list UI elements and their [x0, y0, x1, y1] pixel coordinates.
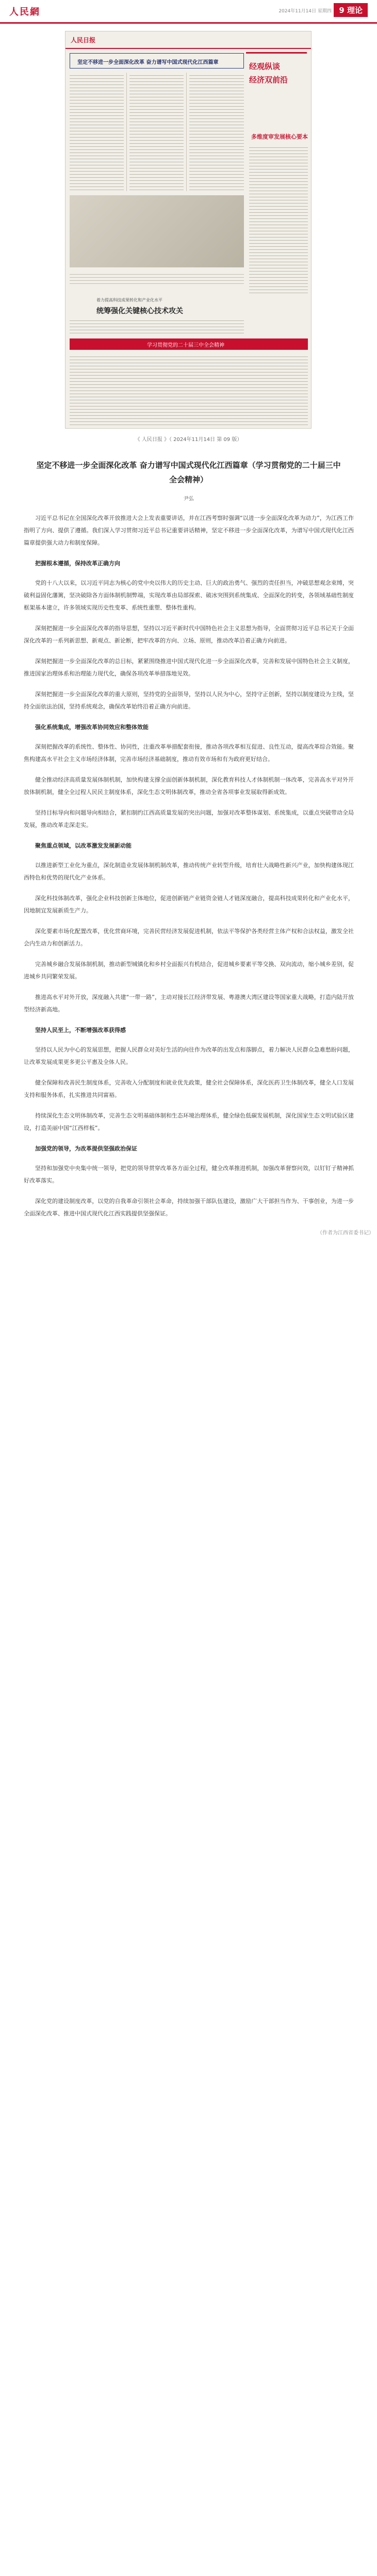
article-paragraph: 健全推动经济高质量发展体制机制，加快构建支撑全面创新体制机制，深化教育科技人才体制机制一体改革，完善高水平对外开放体制机制，健全全过程人民民主制度体系，深化生态文明体制改革，推动全省各项事业发展取得新成效。 — [24, 776, 354, 795]
section-heading: 坚持人民至上，不断增强改革获得感 — [35, 1027, 126, 1033]
article-author: 尹弘 — [183, 496, 194, 502]
article-paragraph: 深刻把握进一步全面深化改革的指导思想，坚持以习近平新时代中国特色社会主义思想为指导，全面贯彻习近平总书记关于全面深化改革的一系列新思想、新观点、新论断，把牢改革的方向、立场、原则，推动改革沿着正确方向前进。 — [24, 625, 354, 644]
article-paragraph: 党的十八大以来，以习近平同志为核心的党中央以伟大的历史主动、巨大的政治勇气、强烈的责任担当，冲破思想观念束缚，突破利益固化藩篱，坚决破除各方面体制机制弊端，实现改革由局部探索、破冰突围到系统集成、全面深化的转变，各领域基础性制度框架基本建立，许多领域实现历史性变革、系统性重塑、整体性重构。 — [24, 580, 354, 611]
article-paragraph: 深化党的建设制度改革，以党的自我革命引领社会革命，持续加强干部队伍建设，激励广大干部担当作为、干事创业，为进一步全面深化改革、推进中国式现代化江西实践提供坚强保证。 — [24, 1198, 354, 1217]
section-heading: 把握根本遵循，保持改革正确方向 — [35, 560, 120, 567]
page-tag[interactable]: 9 理论 — [334, 3, 368, 17]
newspaper-text-column — [129, 73, 184, 191]
newspaper-banner-text: 学习贯彻党的二十届三中全会精神 — [147, 343, 224, 348]
lower-article-kicker: 着力提高科技成果转化和产业化水平 — [96, 298, 162, 302]
article-paragraph: 习近平总书记在全国深化改革开放推进大会上发表重要讲话，并在江西考察时强调“以进一步全面深化改革为动力”，为江西工作指明了方向、提供了遵循。我们深入学习贯彻习近平总书记重要讲话精神，坚定不移进一步全面深化改革，为谱写中国式现代化江西篇章提供强大动力和制度保障。 — [24, 515, 354, 546]
dateline: 2024年11月14日 星期四 — [278, 9, 332, 14]
article-paragraph: 持续深化生态文明体制改革，完善生态文明基础体制和生态环境治理体系，健全绿色低碳发展机制，深化国家生态文明试验区建设，打造美丽中国“江西样板”。 — [24, 1112, 354, 1131]
newspaper-text-column — [189, 73, 244, 191]
newspaper-page-image[interactable] — [65, 31, 312, 429]
article-paragraph: 坚持和加强党中央集中统一领导，把党的领导贯穿改革各方面全过程，健全改革推进机制，加强改革督察问效，以钉钉子精神抓好改革落实。 — [24, 1165, 354, 1184]
newspaper-text-column — [70, 73, 124, 191]
section-heading: 强化系统集成，增强改革协同效应和整体效能 — [35, 724, 149, 731]
newspaper-title: 坚定不移进一步全面深化改革 奋力谱写中国式现代化江西篇章 — [77, 60, 219, 65]
newspaper-banner — [70, 338, 308, 350]
newspaper-photo-caption — [70, 272, 244, 286]
article-footer: （作者为江西省委书记） — [317, 1230, 374, 1236]
sidebar-subtitle: 多维度审发展核心要本 — [251, 133, 308, 140]
article-body — [24, 512, 354, 1220]
column-divider — [126, 73, 127, 191]
article-paragraph: 坚持目标导向和问题导向相结合，紧扣制约江西高质量发展的突出问题，加强对改革整体谋划、系统集成，以重点突破带动全局发展，推动改革走深走实。 — [24, 809, 354, 828]
lower-article-text — [70, 318, 244, 335]
article-paragraph: 完善城乡融合发展体制机制，推动新型城镇化和乡村全面振兴有机结合，促进城乡要素平等交换、双向流动，缩小城乡差别，促进城乡共同繁荣发展。 — [24, 961, 354, 980]
newspaper-bottom-text — [70, 354, 308, 426]
section-heading: 加强党的领导，为改革提供坚强政治保证 — [35, 1145, 137, 1152]
article-paragraph: 健全保障和改善民生制度体系，完善收入分配制度和就业优先政策，健全社会保障体系，深化医药卫生体制改革，健全人口发展支持和服务体系，扎实推进共同富裕。 — [24, 1079, 354, 1098]
top-bar — [0, 0, 377, 24]
article-paragraph: 坚持以人民为中心的发展思想，把握人民群众对美好生活的向往作为改革的出发点和落脚点，着力解决人民群众急难愁盼问题，让改革发展成果更多更公平惠及全体人民。 — [24, 1046, 354, 1065]
article-paragraph: 深化要素市场化配置改革，优化营商环境，完善民营经济发展促进机制，依法平等保护各类经营主体产权和合法权益，激发全社会内生动力和创新活力。 — [24, 928, 354, 947]
article-paragraph: 深刻把握进一步全面深化改革的总目标，紧紧围绕推进中国式现代化进一步全面深化改革，完善和发展中国特色社会主义制度，推进国家治理体系和治理能力现代化，确保各项改革举措落地见效。 — [24, 658, 354, 677]
site-logo[interactable]: 人民網 — [9, 7, 40, 18]
article-paragraph: 深刻把握进一步全面深化改革的重大原则，坚持党的全面领导，坚持以人民为中心，坚持守正创新，坚持以制度建设为主线，坚持全面依法治国，坚持系统观念，确保改革始终沿着正确方向前进。 — [24, 691, 354, 710]
newspaper-sidebar-text — [249, 145, 308, 294]
column-divider — [186, 73, 187, 191]
lower-article-title: 统筹强化关键核心技术攻关 — [96, 307, 183, 315]
article-headline: 坚定不移进一步全面深化改革 奋力谱写中国式现代化江西篇章（学习贯彻党的二十届三中全会精神） — [36, 461, 341, 484]
image-caption: 《 人民日报 》（ 2024年11月14日 第 09 版） — [135, 437, 242, 443]
sidebar-title-1: 经观纵谈 — [249, 62, 281, 71]
newspaper-title-box — [70, 53, 244, 69]
sidebar-title-2: 经济双前沿 — [249, 75, 288, 84]
article-paragraph: 深刻把握改革的系统性、整体性、协同性，注重改革举措配套衔接，推动各项改革相互促进、良性互动，提高改革综合效能。聚焦构建高水平社会主义市场经济体制，完善市场经济基础制度，推动有效市场和有为政府更好结合。 — [24, 743, 354, 762]
newspaper-masthead — [65, 31, 311, 49]
newspaper-photo — [70, 195, 244, 267]
newspaper-masthead-text: 人民日报 — [71, 37, 96, 44]
article-paragraph: 以推进新型工业化为重点，深化制造业发展体制机制改革，推动传统产业转型升级，培育壮大战略性新兴产业，加快构建体现江西特色和优势的现代化产业体系。 — [24, 862, 354, 881]
article-paragraph: 深化科技体制改革，强化企业科技创新主体地位，促进创新链产业链资金链人才链深度融合，提高科技成果转化和产业化水平，因地制宜发展新质生产力。 — [24, 895, 354, 914]
section-heading: 聚焦重点领域，以改革激发发展新动能 — [35, 842, 132, 849]
article-paragraph: 推进高水平对外开放，深度融入共建“一带一路”，主动对接长江经济带发展、粤港澳大湾区建设等国家重大战略，打造内陆开放型经济新高地。 — [24, 994, 354, 1013]
newspaper-sidebar — [246, 52, 307, 124]
